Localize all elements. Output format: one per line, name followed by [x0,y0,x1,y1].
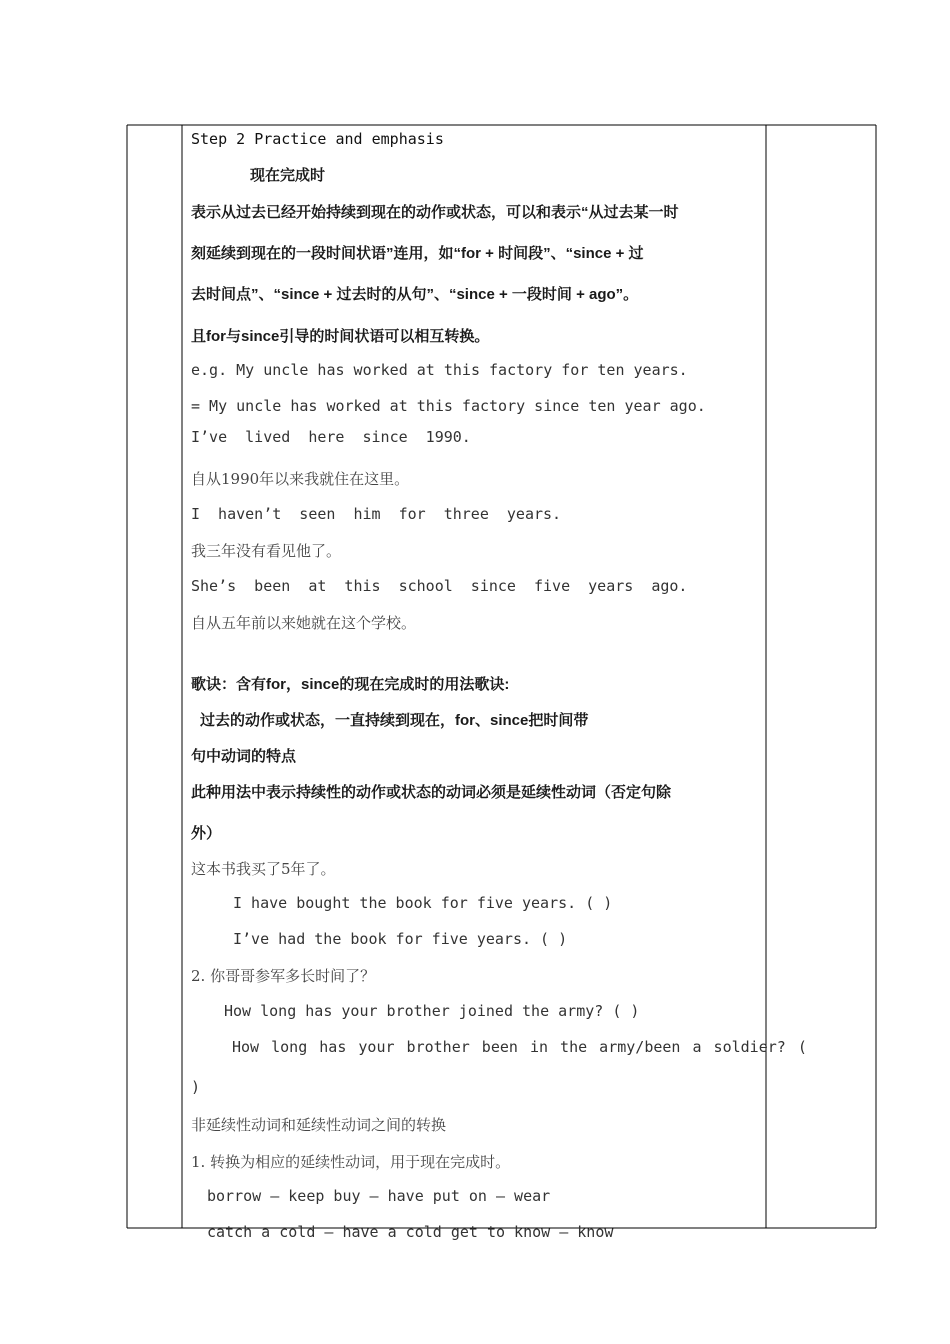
verb-feature-title: 句中动词的特点 [191,748,297,765]
rhyme-line: 过去的动作或状态，一直持续到现在，for、since把时间带 [200,712,589,729]
example-5: She’s been at this school since five years ago. [191,577,688,595]
section-title: 现在完成时 [250,167,326,184]
step-title: Step 2 Practice and emphasis [191,130,444,148]
exercise-1-option-a: I have bought the book for five years. ( ) [233,894,613,912]
rule-line-2: 刻延续到现在的一段时间状语”连用，如“for + 时间段”、“since + 过 [191,245,644,262]
exercise-2-option-a: How long has your brother joined the army? ( ) [224,1002,640,1020]
rule-line-4: 且for与since引导的时间状语可以相互转换。 [191,328,490,345]
example-2: = My uncle has worked at this factory since ten year ago. [191,397,706,415]
rule-line-1: 表示从过去已经开始持续到现在的动作或状态，可以和表示“从过去某一时 [191,204,679,221]
verb-feature-desc-2: 外） [191,825,222,842]
example-1: e.g. My uncle has worked at this factory for ten years. [191,361,688,379]
exercise-2-option-b-close: ) [191,1078,201,1096]
example-3-translation: 自从1990年以来我就住在这里。 [191,470,410,488]
exercise-1-option-b: I’ve had the book for five years. ( ) [233,930,568,948]
verb-feature-desc-1: 此种用法中表示持续性的动作或状态的动词必须是延续性动词（否定句除 [191,784,672,801]
exercise-1-question: 这本书我买了5年了。 [191,860,336,878]
rule-line-3: 去时间点”、“since + 过去时的从句”、“since + 一段时间 + ago”。 [191,286,639,303]
example-4-translation: 我三年没有看见他了。 [191,542,342,560]
example-3: I’ve lived here since 1990. [191,428,471,446]
exercise-2-question: 2. 你哥哥参军多长时间了？ [191,967,376,985]
exercise-2-option-b: How long has your brother been in the army/been a soldier? ( [232,1038,807,1056]
conversion-pairs-1: borrow — keep buy — have put on — wear [207,1187,551,1205]
example-5-translation: 自从五年前以来她就在这个学校。 [191,614,417,632]
example-4: I haven’t seen him for three years. [191,505,562,523]
conversion-title: 非延续性动词和延续性动词之间的转换 [191,1116,447,1134]
rhyme-title: 歌诀：含有for，since的现在完成时的用法歌诀: [191,676,510,693]
conversion-pairs-2: catch a cold — have a cold get to know — know [207,1223,614,1241]
conversion-item-1: 1. 转换为相应的延续性动词，用于现在完成时。 [191,1153,511,1171]
